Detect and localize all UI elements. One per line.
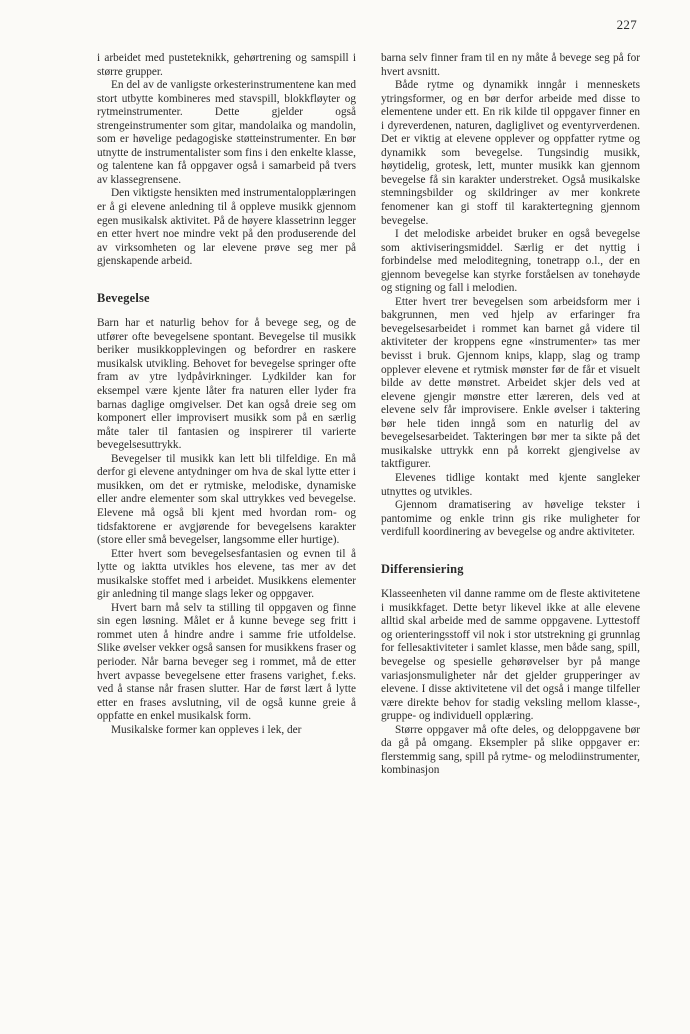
paragraph: Hvert barn må selv ta stilling til oppgaven og finne sin egen løsning. Målet er å kunne bevege seg fritt i rommet uten å hindre andre i samme frie utfoldelse. Slike øvelser vekker også sansen for musikkens fraser og perioder. Når barna beveger seg i rommet, må de etter hvert avpasse bevegelsene etter frasens varighet, f.eks. ved å stanse når frasen slutter. Har de først lært å lytte etter en frases avslutning, vil de også kunne greie å oppfatte en enkel musikalsk form. [97,601,356,723]
paragraph: I det melodiske arbeidet bruker en også bevegelse som aktiviseringsmiddel. Særlig er det nyttig i forbindelse med meloditegning, tonetrapp o.l., der en gjennom bevegelse kan styrke forståelsen av tonehøyde og stigning og fall i melodien. [381,228,640,295]
paragraph: Elevenes tidlige kontakt med kjente sangleker utnyttes og utvikles. [381,471,640,498]
paragraph: Bevegelser til musikk kan lett bli tilfeldige. En må derfor gi elevene antydninger om hva de skal lytte etter i musikken, om det er rytmiske, melodiske, dynamiske eller andre elementer som skal uttrykkes ved bevegelse. Elevene må også bli kjent med hvordan rom- og tidsfaktorene er avgjørende for bevegelsens karakter (store eller små bevegelser, langsomme eller hurtige). [97,452,356,547]
paragraph: Klasseenheten vil danne ramme om de fleste aktivitetene i musikkfaget. Dette betyr likevel ikke at alle elevene alltid skal arbeide med de samme oppgavene. Lyttestoff og orienteringsstoff vil nok i stor utstrekning gi grunnlag for fellesaktiviteter i samlet klasse, men både sang, spill, bevegelse og spesielle gehørøvelser byr på mange variasjonsmuligheter når det gjelder grupperinger av elevene. I disse aktivitetene vil det også i mange tilfeller være direkte behov for stadig veksling mellom klasse-, gruppe- og individuell opplæring. [381,588,640,723]
paragraph: Større oppgaver må ofte deles, og deloppgavene bør da gå på omgang. Eksempler på slike oppgaver er: flerstemmig sang, spill på rytme- og melodiinstrumenter, kombinasjon [381,723,640,777]
paragraph: En del av de vanligste orkesterinstrumentene kan med stort utbytte kombineres med stavspill, blokkfløyter og rytmeinstrumenter. Dette gjelder også strengeinstrumenter som gitar, mandolaika og mandolin, som er høvelige pedagogiske støtteinstrumenter. En bør utnytte de instrumentalister som fins i den enkelte klasse, og talentene kan få oppgaver også i samarbeid på tvers av klassegrensene. [97,79,356,186]
paragraph: Både rytme og dynamikk inngår i menneskets ytringsformer, og en bør derfor arbeide med disse to elementene under ett. En rik kilde til oppgaver finner en i dyreverdenen, naturen, dagliglivet og eventyrverdenen. Det er viktig at elevene opplever og oppfatter rytme og dynamikk som bevegelse. Tungsindig musikk, høytidelig, grotesk, lett, munter musikk kan gjennom bevegelse få sin karakter understreket. Også musikalske stemningsbilder og skildringer av mer konkrete fenomener kan gi stoff til karaktertegning gjennom bevegelse. [381,79,640,227]
paragraph: Gjennom dramatisering av høvelige tekster i pantomime og enkle trinn gis rike muligheter for verdifull koordinering av bevegelse og andre aktiviteter. [381,499,640,539]
section-heading-differensiering: Differensiering [381,561,464,576]
left-column [97,52,356,737]
paragraph: Den viktigste hensikten med instrumentalopplæringen er å gi elevene anledning til å oppleve musikk gjennom egen musikalsk aktivitet. På de høyere klassetrinn legger en etter hvert noe mindre vekt på den produserende del av virksomheten og lar elevene prøve seg mer på gjenskapende arbeid. [97,187,356,268]
paragraph: Etter hvert som bevegelsesfantasien og evnen til å lytte og iaktta utvikles hos elevene, tas mer av det musikalske stoffet med i arbeidet. Musikkens elementer gir anledning til mange slags leker og oppgaver. [97,547,356,601]
paragraph: barna selv finner fram til en ny måte å bevege seg på for hvert avsnitt. [381,52,640,78]
paragraph: Barn har et naturlig behov for å bevege seg, og de utfører ofte bevegelsene spontant. Bevegelse til musikk beriker musikkopplevingen og befordrer en raskere musikalsk utvikling. Behovet for bevegelse springer ofte fram av ytre lydpåvirkninger. Lydkilder kan for eksempel være kjente låter fra naturen eller lyder fra barnas daglige omgivelser. Det kan også dreie seg om komponert eller improvisert musikk som på en særlig måte taler til fantasien og inspirerer til varierte bevegelsesuttrykk. [97,317,356,452]
paragraph: Musikalske former kan oppleves i lek, der [111,723,302,736]
paragraph: i arbeidet med pusteteknikk, gehørtrening og samspill i større grupper. [97,52,356,78]
section-heading-bevegelse: Bevegelse [97,290,150,305]
paragraph: Etter hvert trer bevegelsen som arbeidsform mer i bakgrunnen, men ved hjelp av erfaringer fra bevegelsesarbeidet i rommet kan barnet gå videre til aktiviteter der kroppens egne «instrumenter» tas mer bevisst i bruk. Gjennom knips, klapp, slag og tramp opplever elevene et rytmisk mønster før de får et visuelt bilde av dette mønstret. Arbeidet skjer dels ved at elevene gjengir mønstre etter læreren, dels ved at elevene selv får improvisere. Enkle øvelser i taktering bør hele tiden inngå som en naturlig del av bevegelsesarbeidet. Takteringen bør mer ta sikte på det musikalske uttrykk enn på korrekt gjengivelse av taktfigurer. [381,295,640,471]
right-column [381,52,640,778]
page-number: 227 [616,17,637,32]
